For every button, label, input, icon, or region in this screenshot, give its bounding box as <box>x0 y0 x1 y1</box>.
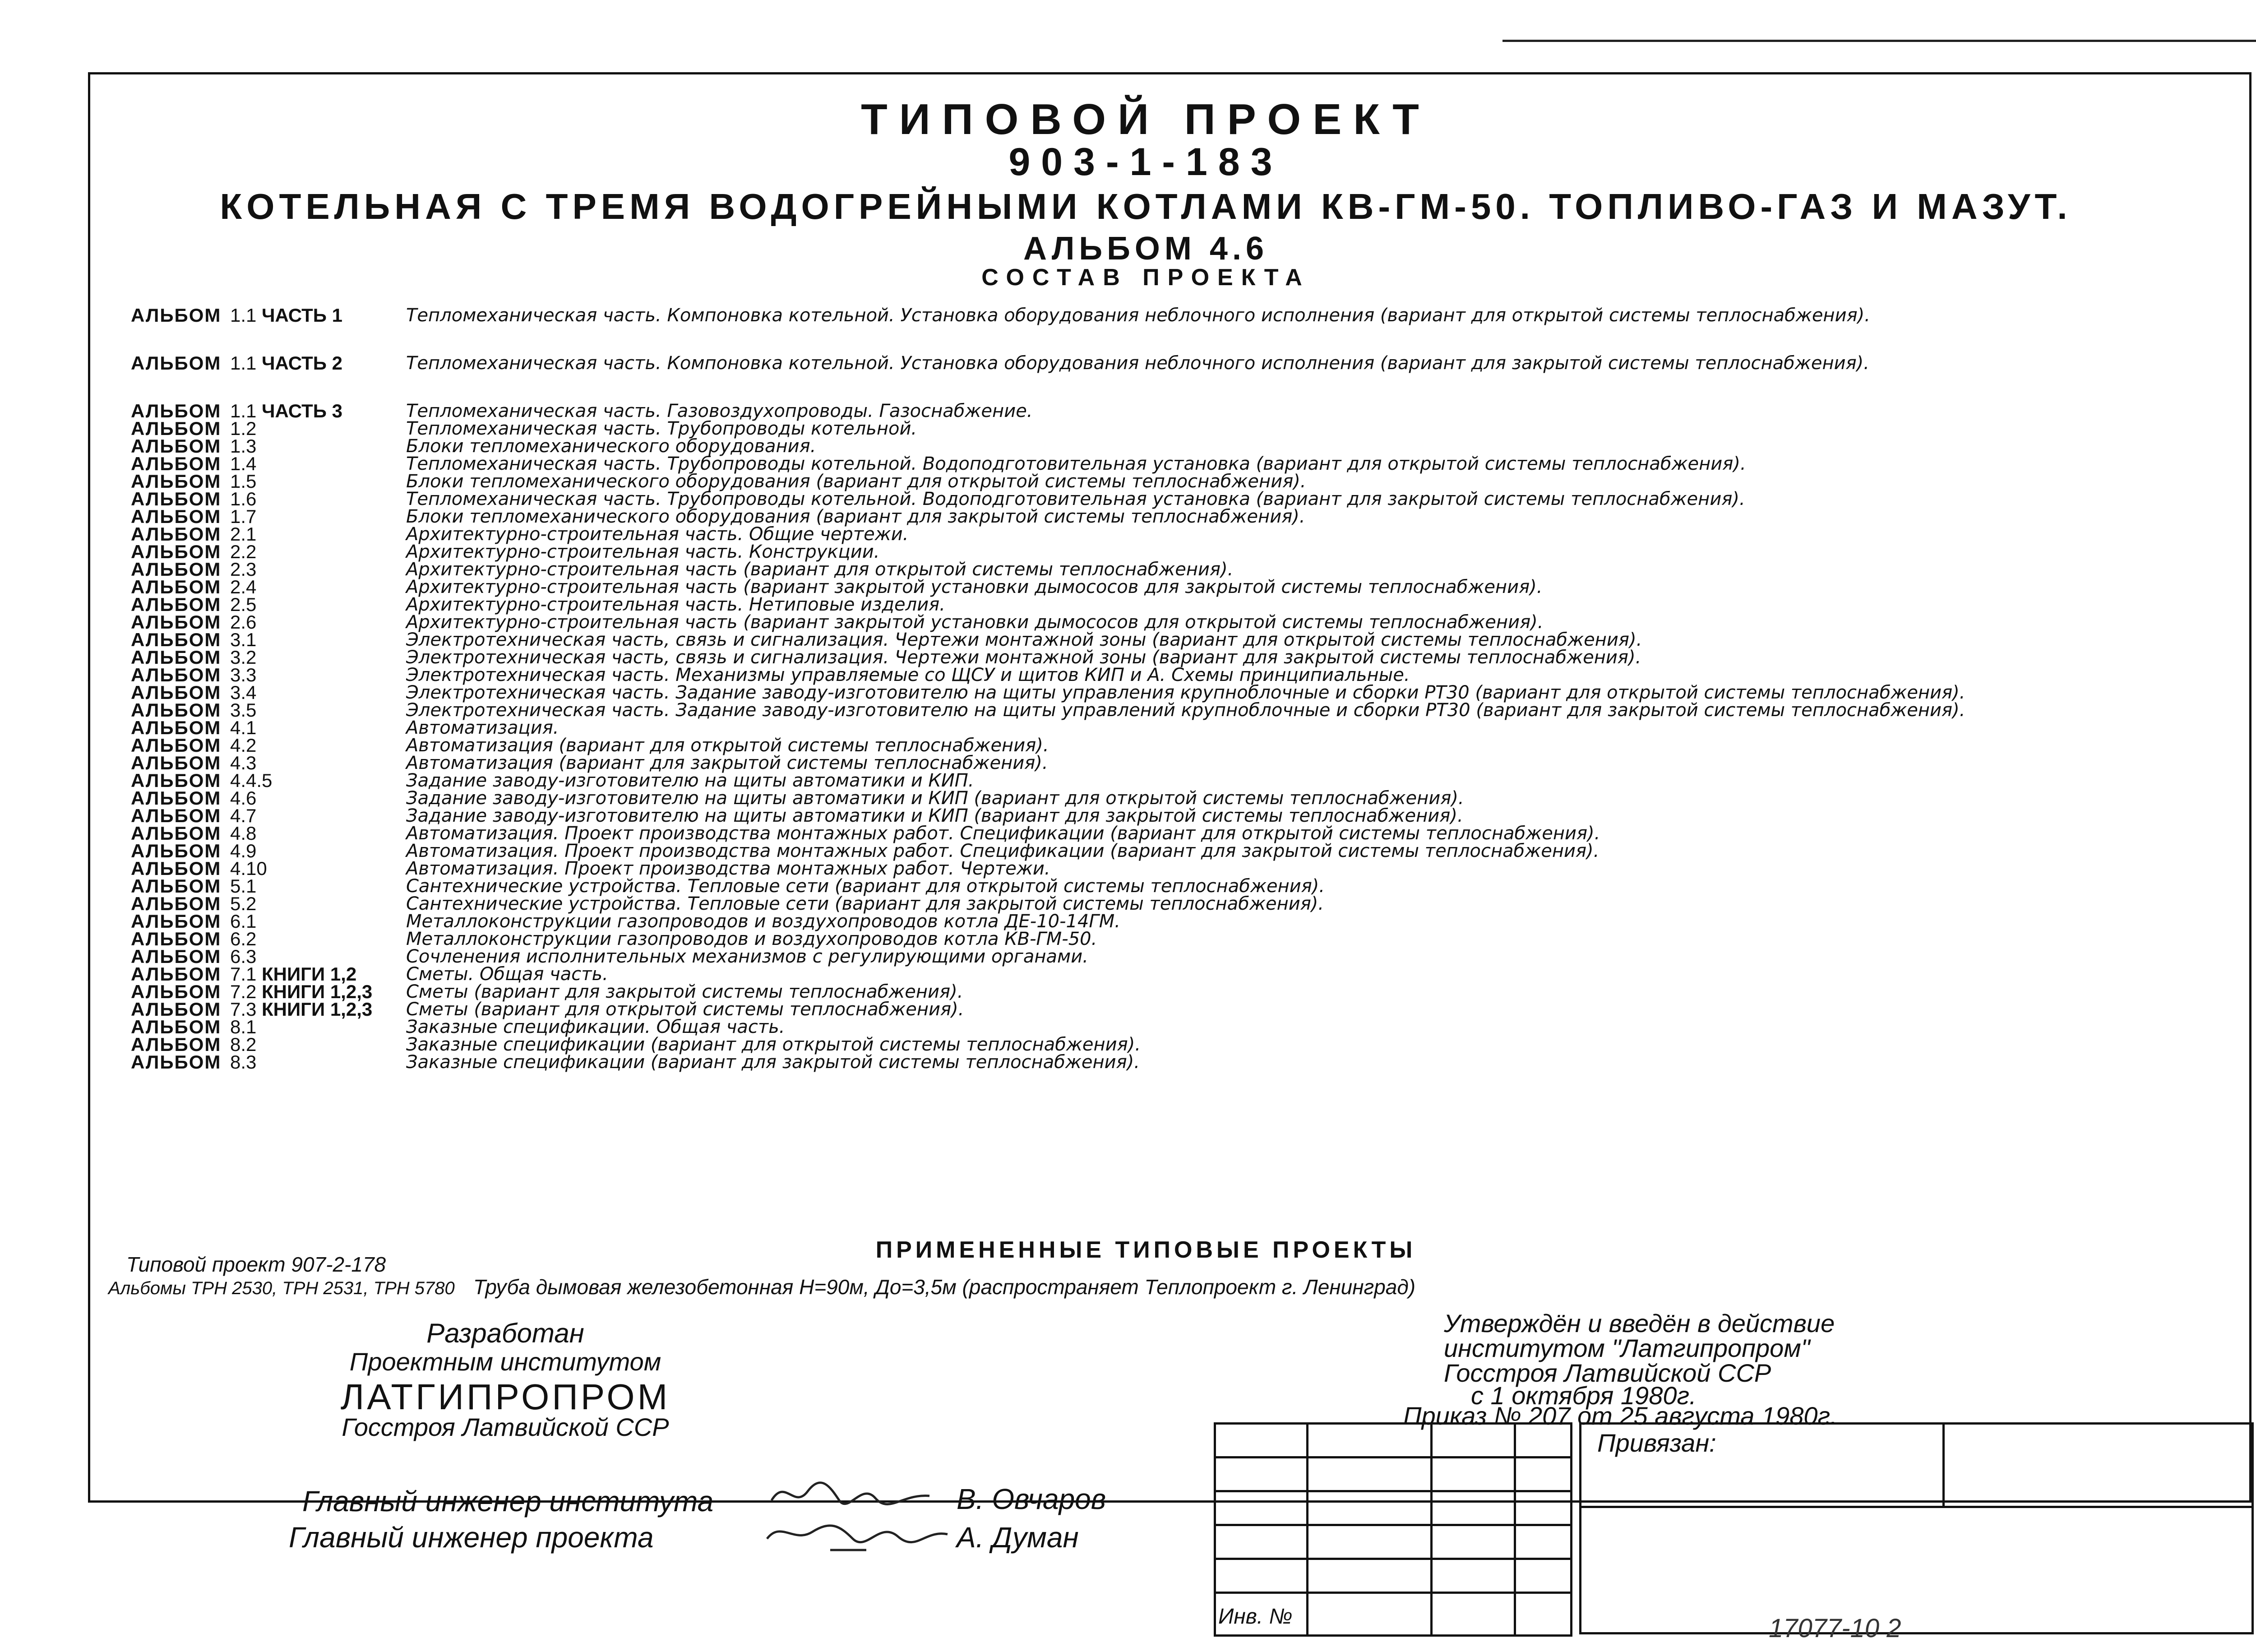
album-number: 8.1 <box>230 1016 257 1037</box>
project-name: КОТЕЛЬНАЯ С ТРЕМЯ ВОДОГРЕЙНЫМИ КОТЛАМИ КВ-ГМ-50. ТОПЛИВО-ГАЗ И МАЗУТ. <box>220 186 2072 227</box>
album-label: АЛЬБОМ <box>131 699 222 721</box>
album-label: АЛЬБОМ <box>131 305 222 326</box>
album-number: 1.7 <box>230 506 257 527</box>
album-row <box>131 352 2215 403</box>
album-description: Задание заводу-изготовителю на щиты автоматики и КИП. <box>406 770 974 791</box>
album-description: Блоки тепломеханического оборудования. <box>406 436 816 457</box>
album-label: АЛЬБОМ <box>131 963 222 985</box>
section-title: СОСТАВ ПРОЕКТА <box>981 264 1310 291</box>
album-description: Тепломеханическая часть. Газовоздухопроводы. Газоснабжение. <box>406 401 1033 421</box>
album-row <box>131 307 2215 355</box>
album-description: Тепломеханическая часть. Трубопроводы котельной. Водоподготовительная установка (вариант для закрытой системы теплоснабжения). <box>406 489 1745 509</box>
applied-albums: Альбомы ТРН 2530, ТРН 2531, ТРН 5780 <box>108 1278 455 1298</box>
album-part: КНИГИ 1,2 <box>262 963 357 985</box>
developer-line4: Госстроя Латвийской ССР <box>342 1413 669 1441</box>
chief-engineer-name: В. Овчаров <box>957 1483 1106 1515</box>
album-row <box>131 948 2215 966</box>
album-description: Сантехнические устройства. Тепловые сети (вариант для открытой системы теплоснабжения). <box>406 876 1325 897</box>
album-number: 4.1 <box>230 717 257 738</box>
album-label: АЛЬБОМ <box>131 400 222 421</box>
album-description: Сметы (вариант для открытой системы теплоснабжения). <box>406 999 964 1020</box>
album-label: АЛЬБОМ <box>131 523 222 545</box>
album-row <box>131 787 2215 809</box>
developer-line1: Разработан <box>426 1318 584 1348</box>
album-description: Металлоконструкции газопроводов и воздухопроводов котла КВ-ГМ-50. <box>406 929 1097 949</box>
album-label: АЛЬБОМ <box>131 1016 222 1037</box>
album-label: АЛЬБОМ <box>131 981 222 1002</box>
album-part: КНИГИ 1,2,3 <box>262 999 373 1020</box>
album-label: АЛЬБОМ <box>131 471 222 492</box>
album-row <box>131 825 2215 842</box>
album-number: 4.3 <box>230 752 257 773</box>
album-number: 3.4 <box>230 682 257 703</box>
album-list <box>131 307 2215 1071</box>
album-row <box>131 611 2215 633</box>
album-number: 1.5 <box>230 471 257 492</box>
album-row <box>131 875 2215 897</box>
album-row <box>131 455 2215 473</box>
approval-line3: Госстроя Латвийской ССР <box>1444 1359 1771 1387</box>
album-number: 4.9 <box>230 840 257 861</box>
album-row <box>131 435 2215 457</box>
album-description: Архитектурно-строительная часть. Конструкции. <box>406 541 880 562</box>
album-description: Автоматизация (вариант для открытой системы теплоснабжения). <box>406 735 1049 756</box>
album-number: 1.2 <box>230 418 257 439</box>
album-label: АЛЬБОМ <box>131 823 222 844</box>
album-label: АЛЬБОМ <box>131 805 222 826</box>
album-row <box>131 543 2215 561</box>
album-label: АЛЬБОМ <box>131 488 222 509</box>
album-number: 4.2 <box>230 735 257 756</box>
album-number: 2.5 <box>230 594 257 615</box>
album-label: АЛЬБОМ <box>131 576 222 597</box>
chief-engineer-label: Главный инженер института <box>302 1485 714 1518</box>
album-number: 6.1 <box>230 911 257 932</box>
album-row <box>131 699 2215 721</box>
album-row <box>131 719 2215 737</box>
album-label: АЛЬБОМ <box>131 717 222 738</box>
album-label: АЛЬБОМ <box>131 418 222 439</box>
album-part: ЧАСТЬ 3 <box>262 400 342 421</box>
album-description: Электротехническая часть. Задание заводу-изготовителю на щиты управлений крупноблочные и сборки РТ30 (вариант для закрытой системы теплоснабжения). <box>406 700 1965 721</box>
applied-heading: ПРИМЕНЕННЫЕ ТИПОВЫЕ ПРОЕКТЫ <box>875 1237 1416 1263</box>
header-title: ТИПОВОЙ ПРОЕКТ <box>861 95 1431 143</box>
album-label: АЛЬБОМ <box>131 611 222 633</box>
album-description: Архитектурно-строительная часть (вариант закрытой установки дымососов для открытой системы теплоснабжения). <box>406 612 1544 633</box>
album-row <box>131 420 2215 438</box>
album-label: АЛЬБОМ <box>131 946 222 967</box>
document-number: 17077-10 2 <box>1769 1614 1901 1643</box>
album-row <box>131 963 2215 985</box>
album-description: Тепломеханическая часть. Трубопроводы котельной. <box>406 418 917 439</box>
album-description: Архитектурно-строительная часть. Нетиповые изделия. <box>406 594 945 615</box>
album-number: 4.7 <box>230 805 257 826</box>
album-row <box>131 930 2215 948</box>
album-description: Сочленения исполнительных механизмов с регулирующими органами. <box>406 946 1088 967</box>
album-number: 2.6 <box>230 611 257 633</box>
album-label: АЛЬБОМ <box>131 770 222 791</box>
album-number: 3.5 <box>230 699 257 721</box>
album-description: Тепломеханическая часть. Компоновка котельной. Установка оборудования неблочного исполнения (вариант для закрытой системы теплоснабжения). <box>406 353 1869 374</box>
album-description: Архитектурно-строительная часть (вариант для открытой системы теплоснабжения). <box>406 559 1234 580</box>
album-number: 8.3 <box>230 1051 257 1073</box>
album-part: ЧАСТЬ 2 <box>262 352 342 374</box>
album-number: 7.1 <box>230 963 257 985</box>
album-label: АЛЬБОМ <box>131 999 222 1020</box>
album-description: Блоки тепломеханического оборудования (вариант для открытой системы теплоснабжения). <box>406 471 1306 492</box>
album-number: 1.4 <box>230 453 257 474</box>
album-row <box>131 1036 2215 1054</box>
album-number: 6.2 <box>230 928 257 949</box>
album-row <box>131 737 2215 754</box>
album-number: 5.2 <box>230 893 257 914</box>
album-label: АЛЬБОМ <box>131 594 222 615</box>
album-row <box>131 473 2215 491</box>
stamp-divider-v <box>1942 1425 1945 1506</box>
album-description: Электротехническая часть, связь и сигнализация. Чертежи монтажной зоны (вариант для открытой системы теплоснабжения). <box>406 629 1642 650</box>
approval-line1: Утверждён и введён в действие <box>1444 1309 1835 1337</box>
album-number: 1.1 <box>230 352 257 374</box>
album-label: АЛЬБОМ <box>131 506 222 527</box>
album-label: АЛЬБОМ <box>131 1034 222 1055</box>
album-number: 7.2 <box>230 981 257 1002</box>
album-number: 3.1 <box>230 629 257 650</box>
album-description: Архитектурно-строительная часть (вариант закрытой установки дымососов для закрытой системы теплоснабжения). <box>406 577 1543 597</box>
album-description: Электротехническая часть, связь и сигнализация. Чертежи монтажной зоны (вариант для закрытой системы теплоснабжения). <box>406 647 1641 668</box>
album-number: 4.10 <box>230 858 267 879</box>
album-number: 1.6 <box>230 488 257 509</box>
album-row <box>131 508 2215 526</box>
developer-line2: Проектным институтом <box>349 1347 661 1376</box>
album-number: 8.2 <box>230 1034 257 1055</box>
approval-line2: институтом "Латгипропром" <box>1444 1334 1810 1362</box>
album-row <box>131 578 2215 596</box>
album-label: АЛЬБОМ <box>131 629 222 650</box>
project-engineer-label: Главный инженер проекта <box>289 1521 654 1554</box>
album-description: Тепломеханическая часть. Компоновка котельной. Установка оборудования неблочного исполнения (вариант для открытой системы теплоснабжения). <box>406 305 1870 326</box>
album-description: Автоматизация. <box>406 717 559 738</box>
applied-desc: Труба дымовая железобетонная Н=90м, До=3,5м (распространяет Теплопроект г. Ленинград) <box>473 1275 1416 1299</box>
inventory-label: Инв. № <box>1218 1605 1293 1629</box>
project-number: 903-1-183 <box>1008 140 1283 184</box>
album-description: Сметы (вариант для закрытой системы теплоснабжения). <box>406 981 963 1002</box>
signature-duman <box>763 1507 952 1561</box>
album-label: АЛЬБОМ <box>131 735 222 756</box>
album-description: Автоматизация. Проект производства монтажных работ. Чертежи. <box>406 858 1050 879</box>
album-description: Электротехническая часть. Механизмы управляемые со ЩСУ и щитов КИП и А. Схемы принципиальные. <box>406 665 1410 685</box>
stamp-divider-h <box>1581 1506 2251 1508</box>
album-label: АЛЬБОМ <box>131 928 222 949</box>
album-label: АЛЬБОМ <box>131 840 222 861</box>
album-row <box>131 400 2215 421</box>
album-number: 4.4.5 <box>230 770 273 791</box>
album-label: АЛЬБОМ <box>131 858 222 879</box>
developer-org: ЛАТГИПРОПРОМ <box>340 1377 670 1417</box>
album-row <box>131 772 2215 790</box>
album-row <box>131 523 2215 545</box>
album-part: КНИГИ 1,2,3 <box>262 981 373 1002</box>
album-number: 2.4 <box>230 576 257 597</box>
album-description: Электротехническая часть. Задание заводу-изготовителю на щиты управления крупноблочные и сборки РТ30 (вариант для открытой системы теплоснабжения). <box>406 682 1965 703</box>
album-part: ЧАСТЬ 1 <box>262 305 342 326</box>
album-label: АЛЬБОМ <box>131 435 222 457</box>
album-row <box>131 596 2215 614</box>
album-row <box>131 488 2215 509</box>
approval-line5: Приказ № 207 от 25 августа 1980г. <box>1403 1402 1837 1430</box>
album-description: Автоматизация. Проект производства монтажных работ. Спецификации (вариант для открытой системы теплоснабжения). <box>406 823 1600 844</box>
privyazan-label: Привязан: <box>1597 1429 1716 1457</box>
album-row <box>131 842 2215 860</box>
album-description: Автоматизация. Проект производства монтажных работ. Спецификации (вариант для закрытой системы теплоснабжения). <box>406 841 1600 861</box>
album-number: 1.1 <box>230 305 257 326</box>
album-number: 7.3 <box>230 999 257 1020</box>
album-description: Тепломеханическая часть. Трубопроводы котельной. Водоподготовительная установка (вариант для открытой системы теплоснабжения). <box>406 453 1746 474</box>
album-description: Сметы. Общая часть. <box>406 964 608 985</box>
album-label: АЛЬБОМ <box>131 787 222 809</box>
album-label: АЛЬБОМ <box>131 352 222 374</box>
album-description: Задание заводу-изготовителю на щиты автоматики и КИП (вариант для открытой системы теплоснабжения). <box>406 788 1464 809</box>
album-label: АЛЬБОМ <box>131 893 222 914</box>
album-label: АЛЬБОМ <box>131 664 222 685</box>
album-number: 4.8 <box>230 823 257 844</box>
approval-line4: с 1 октября 1980г. <box>1471 1381 1697 1410</box>
album-label: АЛЬБОМ <box>131 453 222 474</box>
album-description: Заказные спецификации (вариант для закрытой системы теплоснабжения). <box>406 1052 1140 1073</box>
album-description: Заказные спецификации. Общая часть. <box>406 1017 785 1037</box>
album-row <box>131 1018 2215 1036</box>
album-description: Блоки тепломеханического оборудования (вариант для закрытой системы теплоснабжения). <box>406 506 1305 527</box>
album-number: 1.3 <box>230 435 257 457</box>
applied-project: Типовой проект 907-2-178 <box>126 1253 386 1276</box>
album-description: Автоматизация (вариант для закрытой системы теплоснабжения). <box>406 753 1048 773</box>
album-row <box>131 913 2215 930</box>
album-number: 2.2 <box>230 541 257 562</box>
album-row <box>131 983 2215 1001</box>
album-number: 6.3 <box>230 946 257 967</box>
album-number: 3.2 <box>230 647 257 668</box>
album-row <box>131 631 2215 649</box>
album-label: АЛЬБОМ <box>131 1051 222 1073</box>
album-row <box>131 649 2215 666</box>
album-label: АЛЬБОМ <box>131 647 222 668</box>
album-row <box>131 684 2215 702</box>
album-row <box>131 666 2215 684</box>
album-row <box>131 754 2215 772</box>
album-label: АЛЬБОМ <box>131 911 222 932</box>
album-row <box>131 860 2215 878</box>
album-row <box>131 895 2215 913</box>
album-number: 3.3 <box>230 664 257 685</box>
album-number: 1.1 <box>230 400 257 421</box>
album-row <box>131 1051 2215 1073</box>
album-row <box>131 1001 2215 1018</box>
project-engineer-name: А. Думан <box>957 1521 1079 1554</box>
album-label: АЛЬБОМ <box>131 541 222 562</box>
album-row <box>131 561 2215 578</box>
album-description: Задание заводу-изготовителю на щиты автоматики и КИП (вариант для закрытой системы теплоснабжения). <box>406 805 1463 826</box>
album-label: АЛЬБОМ <box>131 875 222 897</box>
album-number: 4.6 <box>230 787 257 809</box>
album-description: Металлоконструкции газопроводов и воздухопроводов котла ДЕ-10-14ГМ. <box>406 911 1120 932</box>
applied-line <box>108 1275 1415 1299</box>
album-label: АЛЬБОМ <box>131 559 222 580</box>
album-row <box>131 807 2215 825</box>
album-description: Заказные спецификации (вариант для открытой системы теплоснабжения). <box>406 1034 1141 1055</box>
album-number: 2.3 <box>230 559 257 580</box>
album-description: Архитектурно-строительная часть. Общие чертежи. <box>406 524 909 545</box>
album-label: АЛЬБОМ <box>131 682 222 703</box>
album-number: 2.1 <box>230 523 257 545</box>
album-description: Сантехнические устройства. Тепловые сети (вариант для закрытой системы теплоснабжения). <box>406 893 1324 914</box>
album-number: 5.1 <box>230 875 257 897</box>
top-edge-line <box>1502 40 2256 42</box>
album-label: АЛЬБОМ <box>131 752 222 773</box>
album-title: АЛЬБОМ 4.6 <box>1023 231 1268 267</box>
